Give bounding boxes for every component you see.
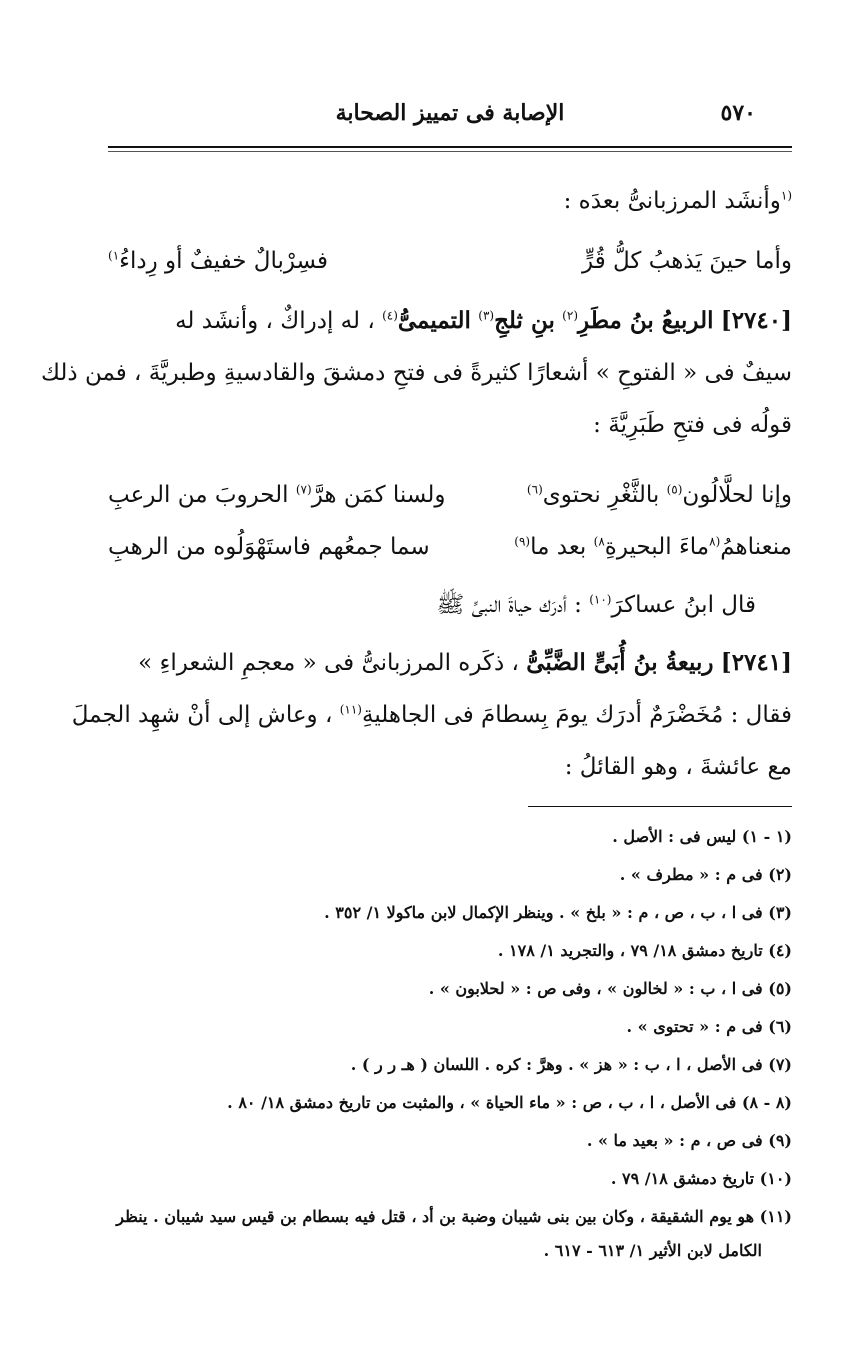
footnote-mark: ١) [108, 248, 120, 263]
footnote: (٣) فى ا ، ب ، ص ، م : « بلخ » . وينظر الإكمال لابن ماكولا ١/ ٣٥٢ . [324, 903, 792, 922]
entry-name: الربيعُ بنُ مطَرِ [578, 307, 714, 334]
intro-line [108, 186, 792, 216]
entry-2741-line-1 [108, 648, 792, 678]
verse-hemistich-left: سما جمعُهم فاستَهْوَلُوه من الرهبِ [108, 534, 430, 560]
footnote: (٧) فى الأصل ، ا ، ب : « هز » . وهرَّ : كره . اللسان ( هـ ر ر ) . [350, 1055, 792, 1074]
footnote: (٢) فى م : « مطرف » . [619, 865, 792, 884]
verse-text: بعد ما [530, 534, 587, 560]
entry-2740-line-2: سيفٌ فى « الفتوحِ » أشعارًا كثيرةً فى فتحِ دمشقَ والقادسيةِ وطبريَّةَ ، فمن ذلك [41, 360, 792, 386]
entry-text: ، له إدراكٌ ، وأنشَد له [175, 308, 375, 334]
entry-name: بنِ ثلجِ [494, 307, 555, 334]
footnote-mark: (٤) [382, 308, 398, 323]
ibn-asakir-line [108, 590, 792, 620]
footnote: (١٠) تاريخ دمشق ١٨/ ٧٩ . [610, 1169, 792, 1188]
footnote-mark: (١٠) [589, 592, 612, 607]
footnote-mark: (٩) [514, 534, 531, 549]
footnote: (٤) تاريخ دمشق ١٨/ ٧٩ ، والتجريد ١/ ١٧٨ . [497, 941, 792, 960]
verse-text: ماءَ البحيرةِ [604, 534, 710, 560]
footnote-mark: (٢) [562, 308, 578, 323]
verse-text: ولسنا كمَن هرَّ [311, 482, 446, 508]
footnote-mark: (٨ [709, 534, 721, 549]
intro-text: وأنشَد المرزبانىُّ بعدَه : [563, 188, 781, 214]
entry-number: [٢٧٤١] [720, 649, 792, 676]
verse-line [108, 478, 792, 512]
verse-hemistich-right: وأما حينَ يَذهبُ كلُّ قُرٍّ [582, 248, 792, 274]
entry-2741-line-3: مع عائشةَ ، وهو القائلُ : [564, 754, 792, 780]
entry-text: ، وعاش إلى أنْ شهِد الجملَ [71, 702, 333, 728]
footnote: (٦) فى م : « تحتوى » . [626, 1017, 792, 1036]
entry-number: [٢٧٤٠] [720, 307, 792, 334]
body-text: قال ابنُ عساكرَ [611, 592, 756, 618]
verse-text: الحروبَ من الرعبِ [108, 482, 289, 508]
footnote-rule [528, 806, 792, 807]
footnote-mark: ٨) [593, 534, 605, 549]
header-rule [108, 146, 792, 148]
entry-text: فقال : مُخَضْرَمٌ أدرَك يومَ بِسطامَ فى الجاهليةِ [361, 702, 792, 728]
page-number: ٥٧٠ [720, 100, 756, 126]
running-title: الإصابة فى تمييز الصحابة [335, 100, 565, 126]
verse-hemistich-left [108, 244, 328, 278]
footnote: (٨ - ٨) فى الأصل ، ا ، ب ، ص : « ماء الحياة » ، والمثبت من تاريخ دمشق ١٨/ ٨٠ . [227, 1093, 792, 1112]
footnote-mark: (١ [780, 188, 792, 203]
verse-hemistich-right [527, 478, 792, 512]
footnote-mark: (١١) [339, 702, 362, 717]
footnote-mark: (٧) [295, 482, 312, 497]
footnote: (١١) هو يوم الشقيقة ، وكان بين بنى شيبان وضبة بن أد ، قتل فيه بسطام بن قيس سيد شيبان . ينظر [116, 1207, 792, 1226]
verse-text: وإنا لحلَّالُون [682, 482, 792, 508]
entry-2741-line-2 [71, 700, 792, 730]
verse-text: بالثَّغْرِ نحتوى [542, 482, 660, 508]
footnote-mark: (٣) [478, 308, 495, 323]
footnote-mark: (٦) [526, 482, 543, 497]
header-rule-thin [108, 151, 792, 152]
entry-name: ربيعةُ بنُ أُبَىٍّ الضَّبِّىُّ [526, 649, 714, 676]
entry-2740-line-1 [108, 306, 792, 336]
entry-name: التميمىُّ [397, 307, 471, 334]
footnote: (٩) فى ص ، م : « بعيد ما » . [586, 1131, 792, 1150]
footnote: الكامل لابن الأثير ١/ ٦١٣ - ٦١٧ . [543, 1241, 762, 1260]
verse-text: فسِرْبالٌ خفيفٌ أو رِداءُ [119, 248, 329, 274]
entry-2740-line-3: قولُه فى فتحِ طَبَرِيَّةَ : [593, 412, 792, 438]
entry-text: ، ذكَره المرزبانىُّ فى « معجمِ الشعراءِ » [138, 650, 519, 676]
verse-line [108, 530, 792, 564]
body-text: : أدرَك حياةَ النبىِّ ﷺ [436, 592, 582, 618]
verse-hemistich-left [108, 478, 445, 512]
footnote-mark: (٥) [666, 482, 683, 497]
verse-line [108, 244, 792, 278]
verse-text: منعناهمُ [720, 534, 792, 560]
verse-hemistich-right [514, 530, 792, 564]
footnote: (١ - ١) ليس فى : الأصل . [612, 827, 792, 846]
footnote: (٥) فى ا ، ب : « لخالون » ، وفى ص : « لحلابون » . [428, 979, 792, 998]
